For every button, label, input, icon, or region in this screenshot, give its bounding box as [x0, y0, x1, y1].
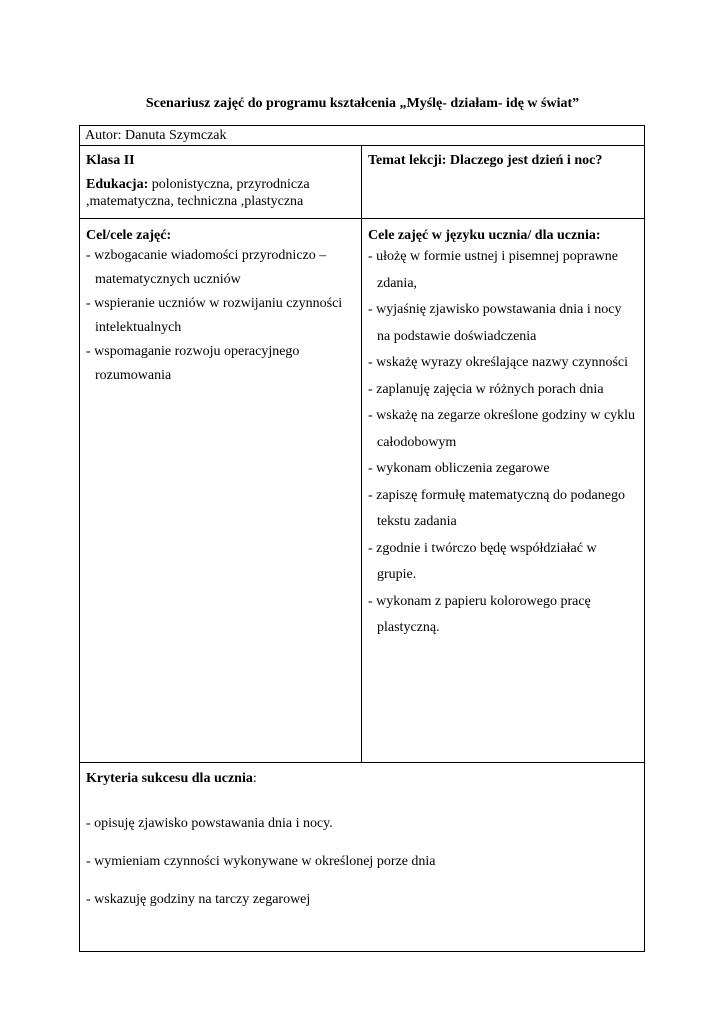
student-goal-item: - wskażę wyrazy określające nazwy czynności — [368, 355, 629, 370]
goal-item: - wspomaganie rozwoju operacyjnego rozumowania — [86, 344, 300, 383]
student-goals-list — [368, 244, 638, 642]
row-divider — [80, 762, 644, 763]
student-goal-item: - ułożę w formie ustnej i pisemnej poprawne zdania, — [368, 249, 618, 291]
lesson-table — [79, 125, 645, 952]
lesson-topic: Temat lekcji: Dlaczego jest dzień i noc? — [368, 153, 603, 168]
goals-heading: Cel/cele zajęć: — [86, 228, 172, 243]
goal-item: - wspieranie uczniów w rozwijaniu czynności intelektualnych — [86, 296, 343, 335]
student-goals-heading: Cele zajęć w języku ucznia/ dla ucznia: — [368, 228, 601, 243]
document-title: Scenariusz zajęć do programu kształcenia „Myślę- działam- idę w świat” — [145, 96, 580, 111]
student-goal-item: - zapiszę formułę matematyczną do podanego tekstu zadania — [368, 487, 625, 529]
class-cell — [86, 152, 354, 210]
education-line — [86, 176, 354, 210]
criteria-colon: : — [252, 771, 257, 786]
goal-item: - wzbogacanie wiadomości przyrodniczo – matematycznych uczniów — [86, 248, 327, 287]
student-goal-item: - wskażę na zegarze określone godziny w cyklu całodobowym — [368, 408, 636, 450]
student-goal-item: - zaplanuję zajęcia w różnych porach dnia — [368, 381, 604, 397]
goals-list — [86, 244, 352, 388]
student-goal-item: - wykonam z papieru kolorowego pracę plastyczną. — [368, 593, 591, 635]
student-goal-item: - wykonam obliczenia zegarowe — [368, 461, 550, 476]
criteria-heading-line — [86, 770, 626, 787]
goals-cell — [86, 227, 352, 388]
row-divider — [80, 218, 644, 219]
row-divider — [80, 145, 644, 146]
criteria-heading: Kryteria sukcesu dla ucznia — [86, 771, 253, 786]
criteria-item: - opisuję zjawisko powstawania dnia i nocy. — [86, 816, 333, 831]
education-value: polonistyczna, przyrodnicza ,matematyczna, techniczna ,plastyczna — [86, 177, 310, 209]
criteria-cell — [86, 770, 626, 929]
author: Autor: Danuta Szymczak — [85, 128, 227, 143]
student-goal-item: - zgodnie i twórczo będę współdziałać w grupie. — [368, 540, 597, 582]
column-divider — [361, 145, 362, 762]
student-goals-cell — [368, 227, 638, 642]
class-label: Klasa II — [86, 153, 135, 168]
student-goal-item: - wyjaśnię zjawisko powstawania dnia i nocy na podstawie doświadczenia — [368, 302, 622, 344]
criteria-item: - wskazuję godziny na tarczy zegarowej — [86, 892, 311, 907]
criteria-item: - wymieniam czynności wykonywane w określonej porze dnia — [86, 854, 436, 869]
education-label: Edukacja: — [86, 177, 149, 192]
